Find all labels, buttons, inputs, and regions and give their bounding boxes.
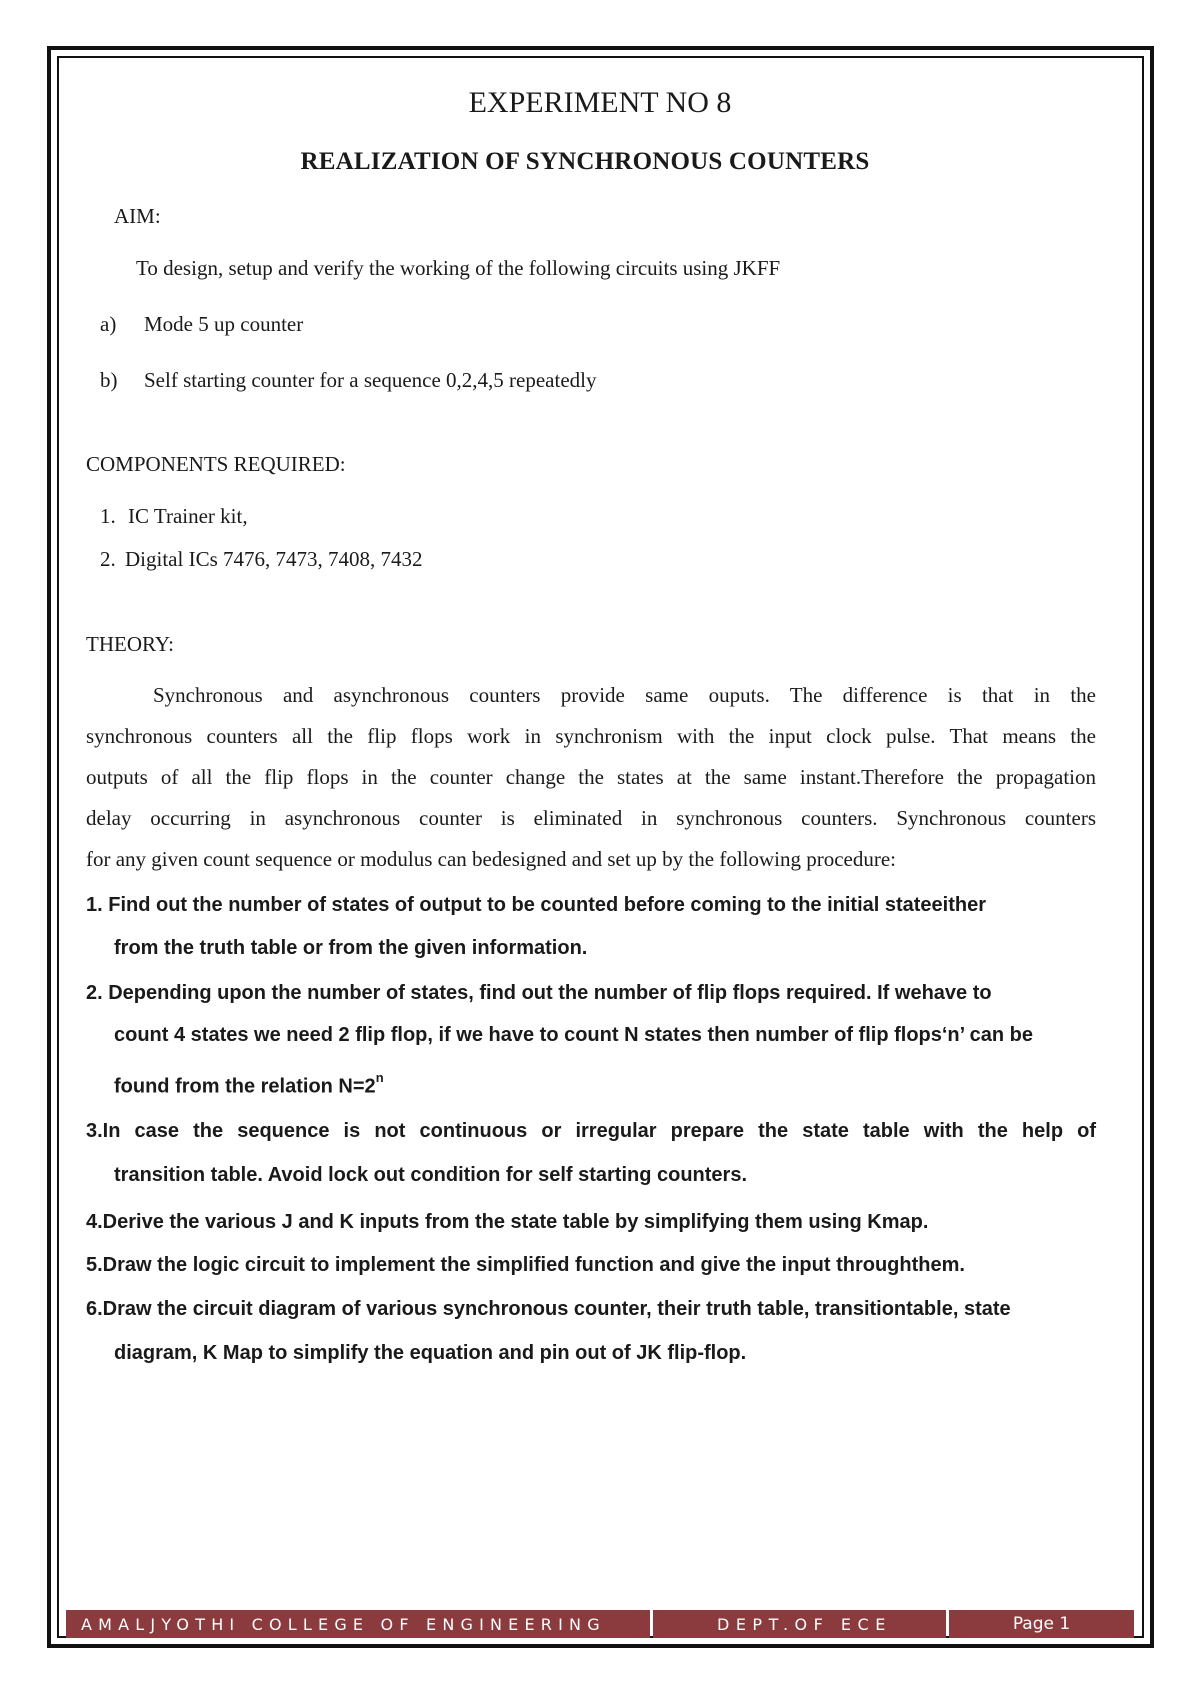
step-2-relation: found from the relation N=2 xyxy=(114,1075,376,1098)
theory-line-1: Synchronous and asynchronous counters provide same ouputs. The difference is that in the xyxy=(153,683,1096,707)
step-1-line-1: 1. Find out the number of states of output to be counted before coming to the initial stateeither xyxy=(86,894,987,916)
theory-line-4: delay occurring in asynchronous counter is eliminated in synchronous counters. Synchronous counters xyxy=(86,806,1096,830)
theory-line-2: synchronous counters all the flip flops work in synchronism with the input clock pulse. That means the xyxy=(86,724,1096,748)
step-1-line-2: from the truth table or from the given information. xyxy=(114,937,588,959)
step-6-line-1: 6.Draw the circuit diagram of various synchronous counter, their truth table, transitiontable, state xyxy=(86,1298,1011,1320)
footer-college: AMALJYOTHI COLLEGE OF ENGINEERING xyxy=(66,1610,650,1638)
aim-item-a-marker: a) xyxy=(100,312,117,336)
step-2-line-3 xyxy=(114,1070,384,1099)
theory-line-5: for any given count sequence or modulus can bedesigned and set up by the following procedure: xyxy=(86,847,897,871)
component-2-text: Digital ICs 7476, 7473, 7408, 7432 xyxy=(125,547,423,571)
step-3-line-1: 3.In case the sequence is not continuous or irregular prepare the state table with the help of xyxy=(86,1120,1096,1142)
aim-item-b-marker: b) xyxy=(100,368,118,392)
component-1-marker: 1. xyxy=(100,504,116,528)
step-6-line-2: diagram, K Map to simplify the equation and pin out of JK flip-flop. xyxy=(114,1342,747,1364)
aim-label: AIM: xyxy=(114,204,161,228)
aim-item-a-text: Mode 5 up counter xyxy=(144,312,304,336)
aim-intro: To design, setup and verify the working of the following circuits using JKFF xyxy=(136,256,781,280)
footer-page-number: Page 1 xyxy=(949,1610,1134,1638)
step-2-superscript: n xyxy=(375,1070,384,1085)
component-2-marker: 2. xyxy=(100,547,116,571)
step-2-line-2: count 4 states we need 2 flip flop, if we have to count N states then number of flip flops‘n’ can be xyxy=(114,1024,1034,1046)
footer-department: DEPT.OF ECE xyxy=(653,1610,946,1638)
theory-label: THEORY: xyxy=(86,632,174,656)
component-1-text: IC Trainer kit, xyxy=(128,504,248,528)
experiment-title: EXPERIMENT NO 8 xyxy=(468,86,732,119)
step-3-line-2: transition table. Avoid lock out condition for self starting counters. xyxy=(114,1164,748,1186)
page-footer xyxy=(66,1610,1134,1638)
aim-item-b-text: Self starting counter for a sequence 0,2,4,5 repeatedly xyxy=(144,368,597,392)
components-label: COMPONENTS REQUIRED: xyxy=(86,452,346,476)
step-5: 5.Draw the logic circuit to implement the simplified function and give the input throughthem. xyxy=(86,1254,965,1276)
step-4: 4.Derive the various J and K inputs from the state table by simplifying them using Kmap. xyxy=(86,1211,929,1233)
step-2-line-1: 2. Depending upon the number of states, find out the number of flip flops required. If wehave to xyxy=(86,982,992,1004)
theory-line-3: outputs of all the flip flops in the counter change the states at the same instant.Therefore the propagation xyxy=(86,765,1096,789)
experiment-subtitle: REALIZATION OF SYNCHRONOUS COUNTERS xyxy=(300,148,870,175)
